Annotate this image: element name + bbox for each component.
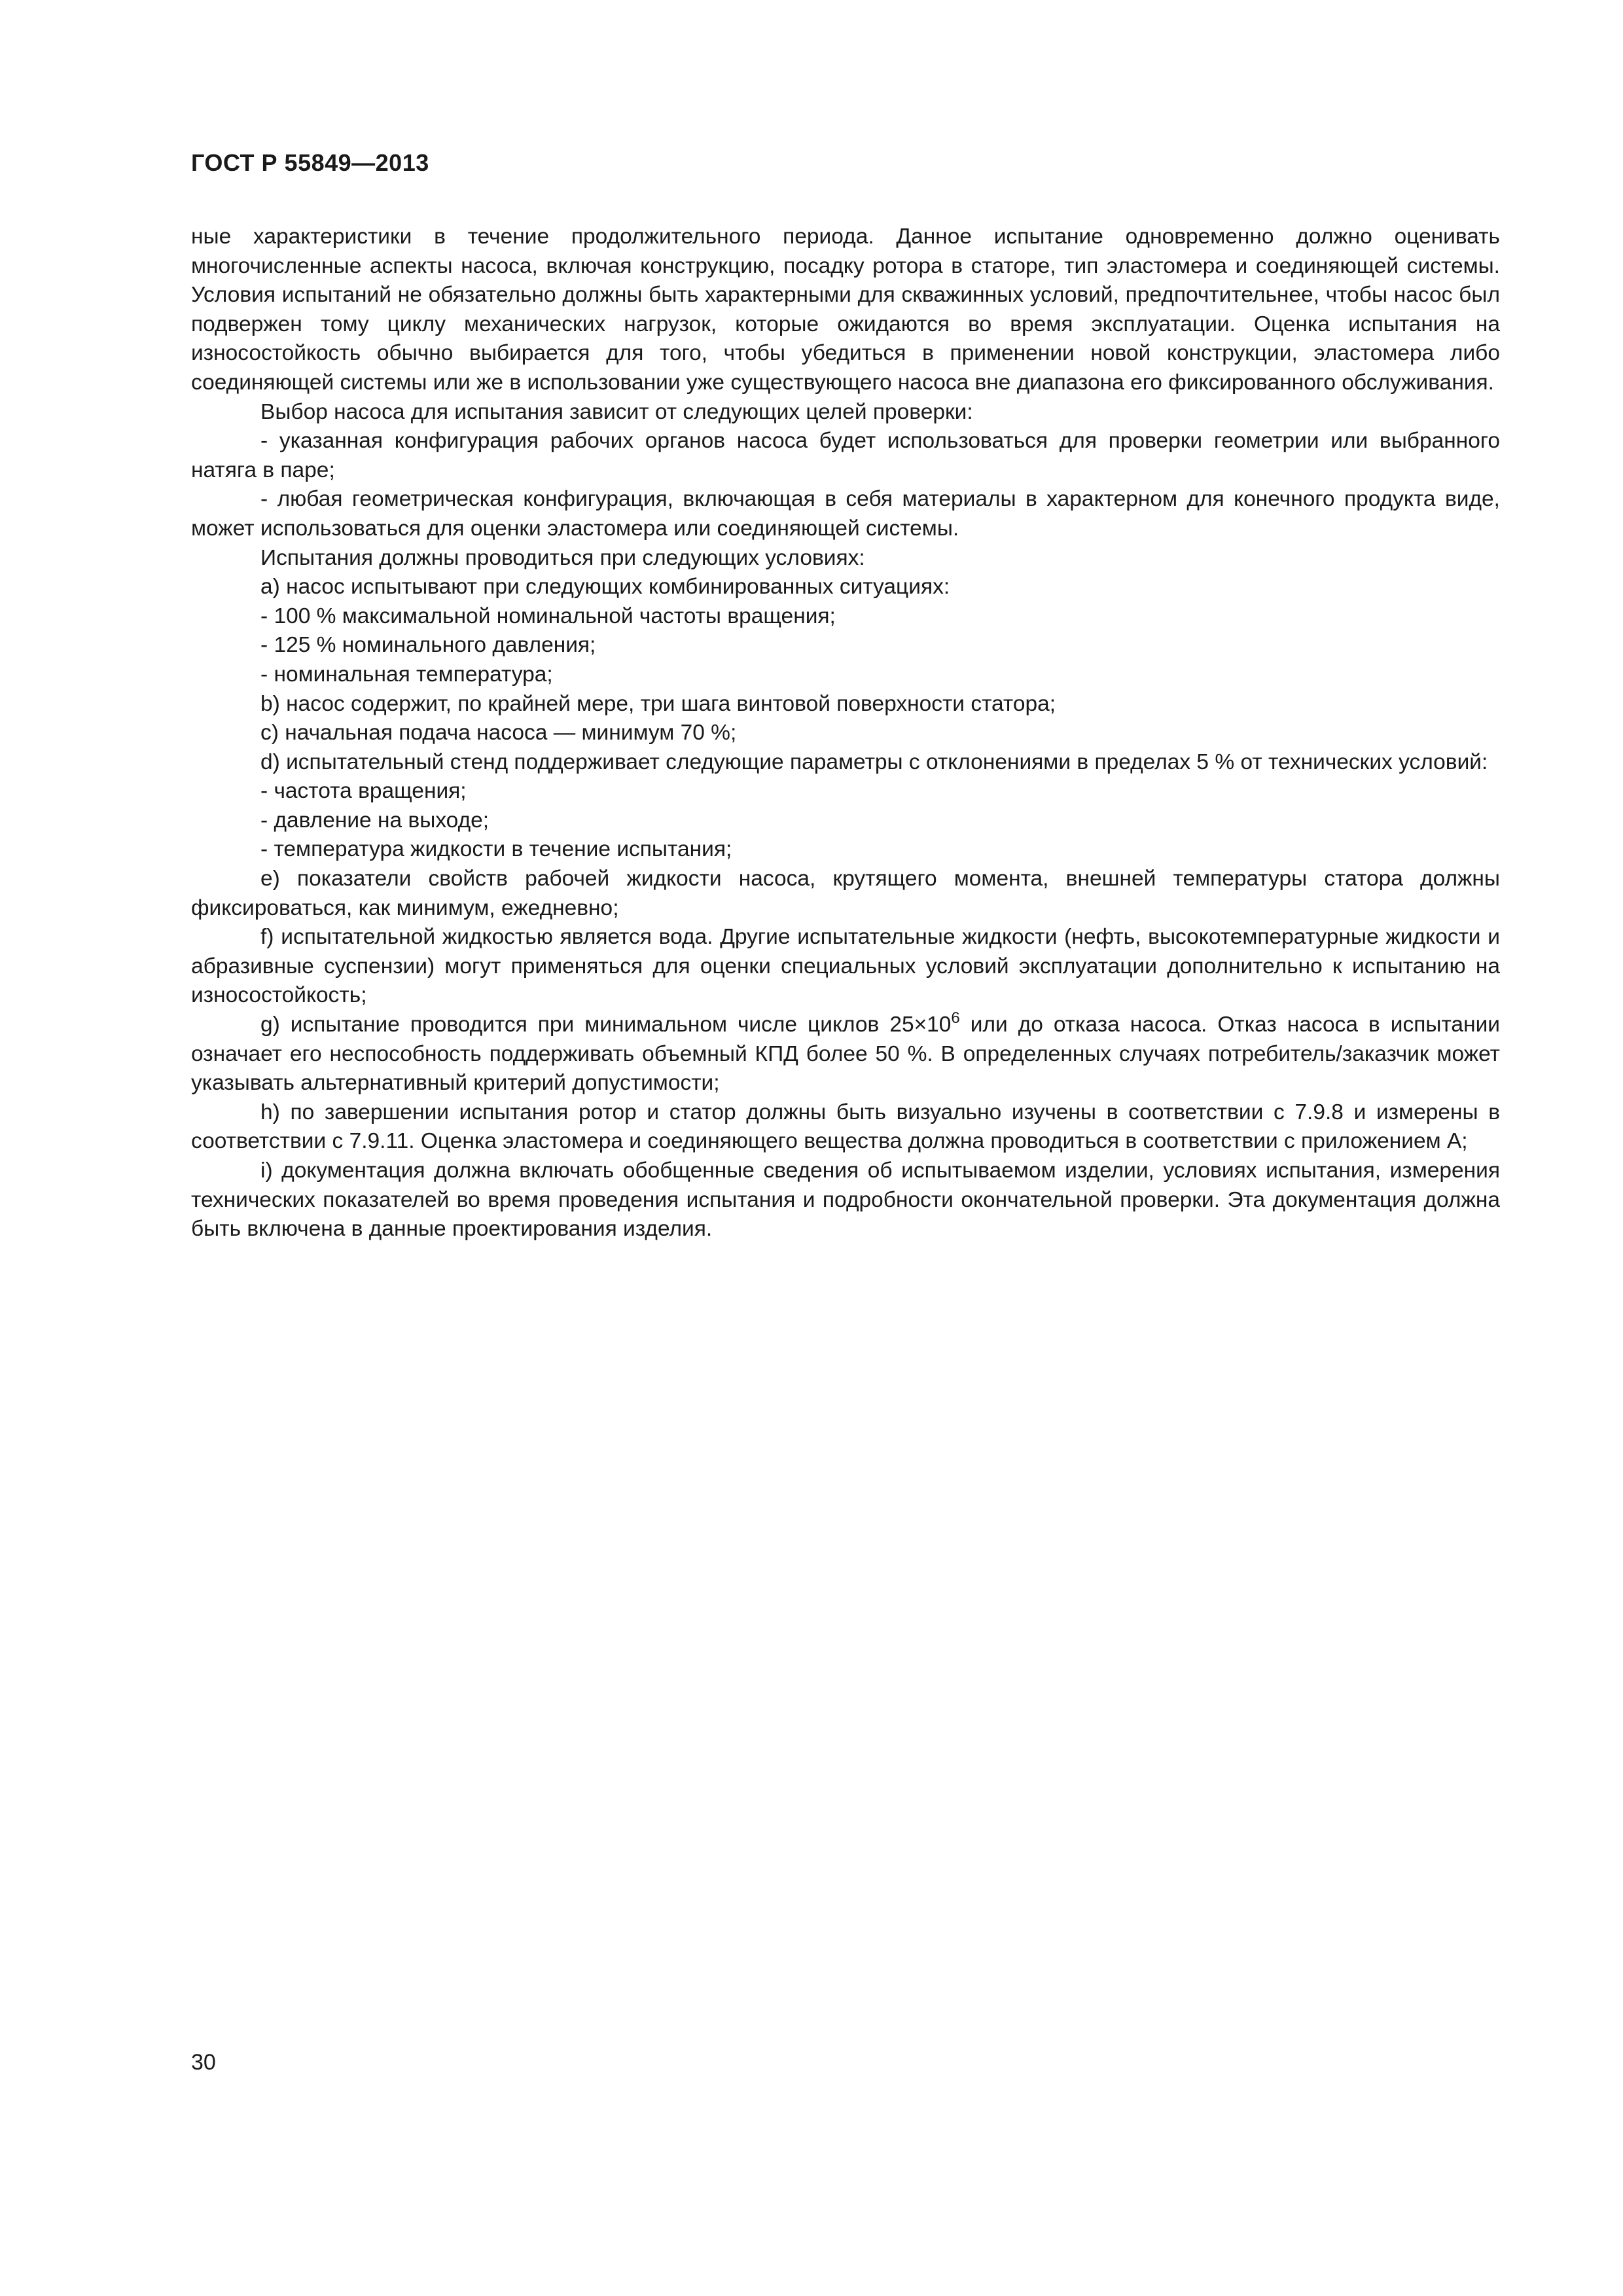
paragraph-item-h: h) по завершении испытания ротор и статор должны быть визуально изучены в соответствии с 7.9.8 и измерены в соответствии с 7.9.11. Оценка эластомера и соединяющего вещества должна проводиться в соответствии с приложением А; [191,1100,1500,1154]
paragraph-test-conditions: Испытания должны проводиться при следующих условиях: [260,545,865,570]
paragraph-list-item: - 125 % номинального давления; [260,633,596,658]
page-number: 30 [191,2050,216,2075]
paragraph-item-b: b) насос содержит, по крайней мере, три шага винтовой поверхности статора; [260,691,1056,716]
paragraph-item-d: d) испытательный стенд поддерживает следующие параметры с отклонениями в пределах 5 % от технических условий: [260,749,1488,774]
paragraph-list-item: - температура жидкости в течение испытания; [260,837,732,862]
paragraph-item-g [191,1011,1500,1098]
paragraph-item-c: c) начальная подача насоса — минимум 70 %; [260,721,737,745]
paragraph-list-item: - 100 % максимальной номинальной частоты вращения; [260,603,836,628]
paragraph-list-item: - указанная конфигурация рабочих органов насоса будет использоваться для проверки геометрии или выбранного натяга в паре; [191,429,1500,482]
paragraph-continuation: ные характеристики в течение продолжительного периода. Данное испытание одновременно должно оценивать многочисленные аспекты насоса, включая конструкцию, посадку ротора в статоре, тип эластомера и соединяющей системы. Условия испытаний не обязательно должны быть характерными для скважинных условий, предпочтительнее, чтобы насос был подвержен тому циклу механических нагрузок, которые ожидаются во время эксплуатации. Оценка испытания на износостойкость обычно выбирается для того, чтобы убедиться в применении новой конструкции, эластомера либо соединяющей системы или же в использовании уже существующего насоса вне диапазона его фиксированного обслуживания. [191,224,1500,395]
paragraph-pump-selection: Выбор насоса для испытания зависит от следующих целей проверки: [260,399,973,424]
paragraph-list-item: - номинальная температура; [260,662,553,687]
paragraph-list-item: - давление на выходе; [260,808,490,833]
paragraph-item-f: f) испытательной жидкостью является вода. Другие испытательные жидкости (нефть, высокотемпературные жидкости и абразивные суспензии) могут применяться для оценки специальных условий эксплуатации дополнительно к испытанию на износостойкость; [191,925,1500,1008]
paragraph-item-a: a) насос испытывают при следующих комбинированных ситуациях: [260,575,950,600]
document-body [191,223,1500,1244]
paragraph-list-item: - частота вращения; [260,779,467,804]
paragraph-item-i: i) документация должна включать обобщенные сведения об испытываемом изделии, условиях испытания, измерения технических показателей во время проведения испытания и подробности окончательной проверки. Эта документация должна быть включена в данные проектирования изделия. [191,1158,1500,1242]
paragraph-g-end: или до отказа насоса. Отказ насоса в испытании означает его неспособность поддерживать объемный КПД более 50 %. В определенных случаях потребитель/заказчик может указывать альтернативный критерий допустимости; [191,1013,1500,1096]
paragraph-g-start: g) испытание проводится при минимальном числе циклов 25×10 [260,1013,952,1037]
document-header: ГОСТ Р 55849—2013 [191,149,429,176]
paragraph-item-e: e) показатели свойств рабочей жидкости насоса, крутящего момента, внешней температуры статора должны фиксироваться, как минимум, ежедневно; [191,867,1500,920]
exponent-superscript: 6 [951,1009,960,1028]
paragraph-list-item: - любая геометрическая конфигурация, включающая в себя материалы в характерном для конечного продукта виде, может использоваться для оценки эластомера или соединяющей системы. [191,487,1500,541]
